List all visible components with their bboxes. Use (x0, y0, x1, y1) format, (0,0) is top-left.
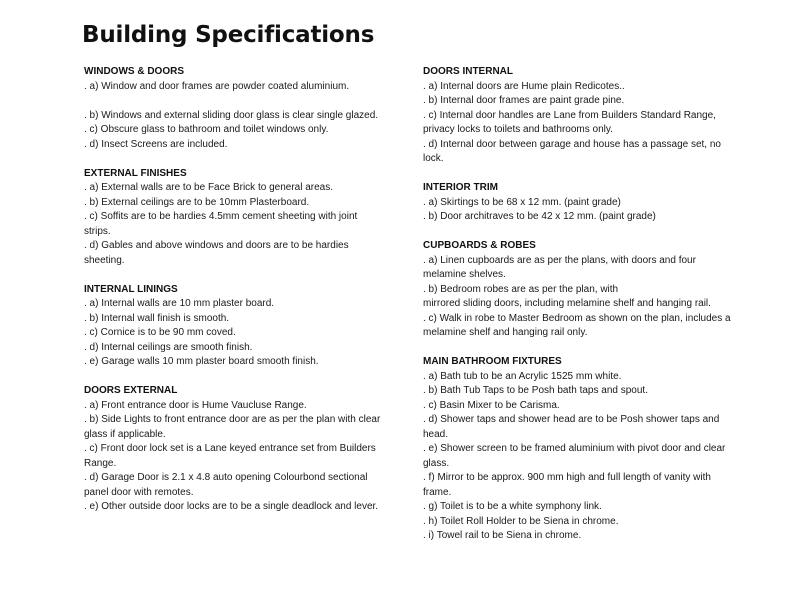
left-column (84, 65, 384, 529)
section-heading: INTERIOR TRIM (423, 182, 498, 193)
spec-item: . c) Walk in robe to Master Bedroom as shown on the plan, includes a melamine shelf and hanging rail only. (423, 312, 731, 338)
spec-item: . e) Shower screen to be framed aluminium with pivot door and clear glass. (423, 443, 726, 469)
spec-item: mirrored sliding doors, including melamine shelf and hanging rail. (423, 298, 711, 309)
spec-item: . a) Internal walls are 10 mm plaster board. (84, 298, 275, 309)
section-main-bathroom-fixtures (423, 355, 733, 544)
spec-item: . b) Side Lights to front entrance door are as per the plan with clear glass if applicable. (84, 414, 381, 440)
spec-item: . g) Toilet is to be a white symphony link. (423, 501, 602, 512)
section-heading: DOORS EXTERNAL (84, 385, 178, 396)
spec-item: . c) Obscure glass to bathroom and toilet windows only. (84, 124, 329, 135)
spec-item: . b) Windows and external sliding door glass is clear single glazed. (84, 109, 379, 121)
spec-item: . i) Towel rail to be Siena in chrome. (423, 530, 582, 541)
spec-item: . d) Internal door between garage and house has a passage set, no lock. (423, 138, 721, 164)
spec-item: . b) Internal wall finish is smooth. (84, 312, 230, 324)
spec-item: . d) Gables and above windows and doors are to be hardies sheeting. (84, 240, 349, 266)
section-cupboards-robes (423, 239, 733, 341)
section-heading: CUPBOARDS & ROBES (423, 240, 536, 251)
spec-item: . a) Window and door frames are powder coated aluminium. (84, 80, 350, 92)
section-windows-doors (84, 65, 384, 152)
spec-item: . c) Front door lock set is a Lane keyed entrance set from Builders Range. (84, 443, 376, 469)
spec-item: . f) Mirror to be approx. 900 mm high and full length of vanity with frame. (423, 472, 711, 498)
section-heading: INTERNAL LININGS (84, 283, 178, 295)
spec-item: . h) Toilet Roll Holder to be Siena in chrome. (423, 515, 619, 527)
section-internal-linings (84, 283, 384, 370)
section-doors-internal (423, 65, 733, 167)
right-column (423, 65, 733, 558)
spec-item: . b) Door architraves to be 42 x 12 mm. (paint grade) (423, 211, 656, 222)
spec-item: . a) Skirtings to be 68 x 12 mm. (paint grade) (423, 196, 621, 208)
spec-item: . c) Internal door handles are Lane from Builders Standard Range, privacy locks to toilets and bathrooms only. (423, 109, 716, 135)
section-external-finishes (84, 167, 384, 269)
section-heading: MAIN BATHROOM FIXTURES (423, 356, 562, 367)
section-interior-trim (423, 181, 733, 225)
spec-item: . c) Basin Mixer to be Carisma. (423, 399, 560, 411)
page-title: Building Specifications (82, 22, 375, 48)
spec-item: . d) Insect Screens are included. (84, 138, 228, 150)
spec-item: . c) Soffits are to be hardies 4.5mm cement sheeting with joint strips. (84, 211, 358, 237)
spec-item: . b) Internal door frames are paint grade pine. (423, 95, 625, 106)
spec-item: . b) Bedroom robes are as per the plan, with (423, 283, 619, 295)
section-heading: DOORS INTERNAL (423, 66, 513, 77)
spec-item: . a) External walls are to be Face Brick to general areas. (84, 182, 334, 193)
spec-item: . a) Linen cupboards are as per the plans, with doors and four melamine shelves. (423, 254, 696, 280)
spec-item: . e) Garage walls 10 mm plaster board smooth finish. (84, 356, 319, 367)
spec-item: . b) Bath Tub Taps to be Posh bath taps and spout. (423, 385, 648, 396)
section-heading: EXTERNAL FINISHES (84, 167, 187, 179)
spec-item: . d) Garage Door is 2.1 x 4.8 auto opening Colourbond sectional panel door with remotes. (84, 472, 368, 498)
spec-item: . e) Other outside door locks are to be a single deadlock and lever. (84, 501, 379, 512)
spec-item: . a) Bath tub to be an Acrylic 1525 mm white. (423, 370, 622, 382)
spec-item: . a) Internal doors are Hume plain Redicotes.. (423, 80, 625, 92)
spec-item: . c) Cornice is to be 90 mm coved. (84, 327, 236, 338)
spec-item: . a) Front entrance door is Hume Vaucluse Range. (84, 399, 307, 411)
spec-item: . b) External ceilings are to be 10mm Plasterboard. (84, 196, 310, 208)
section-heading: WINDOWS & DOORS (84, 66, 184, 77)
spec-item: . d) Internal ceilings are smooth finish. (84, 341, 253, 353)
spec-item: . d) Shower taps and shower head are to be Posh shower taps and head. (423, 414, 720, 440)
section-doors-external (84, 384, 384, 515)
